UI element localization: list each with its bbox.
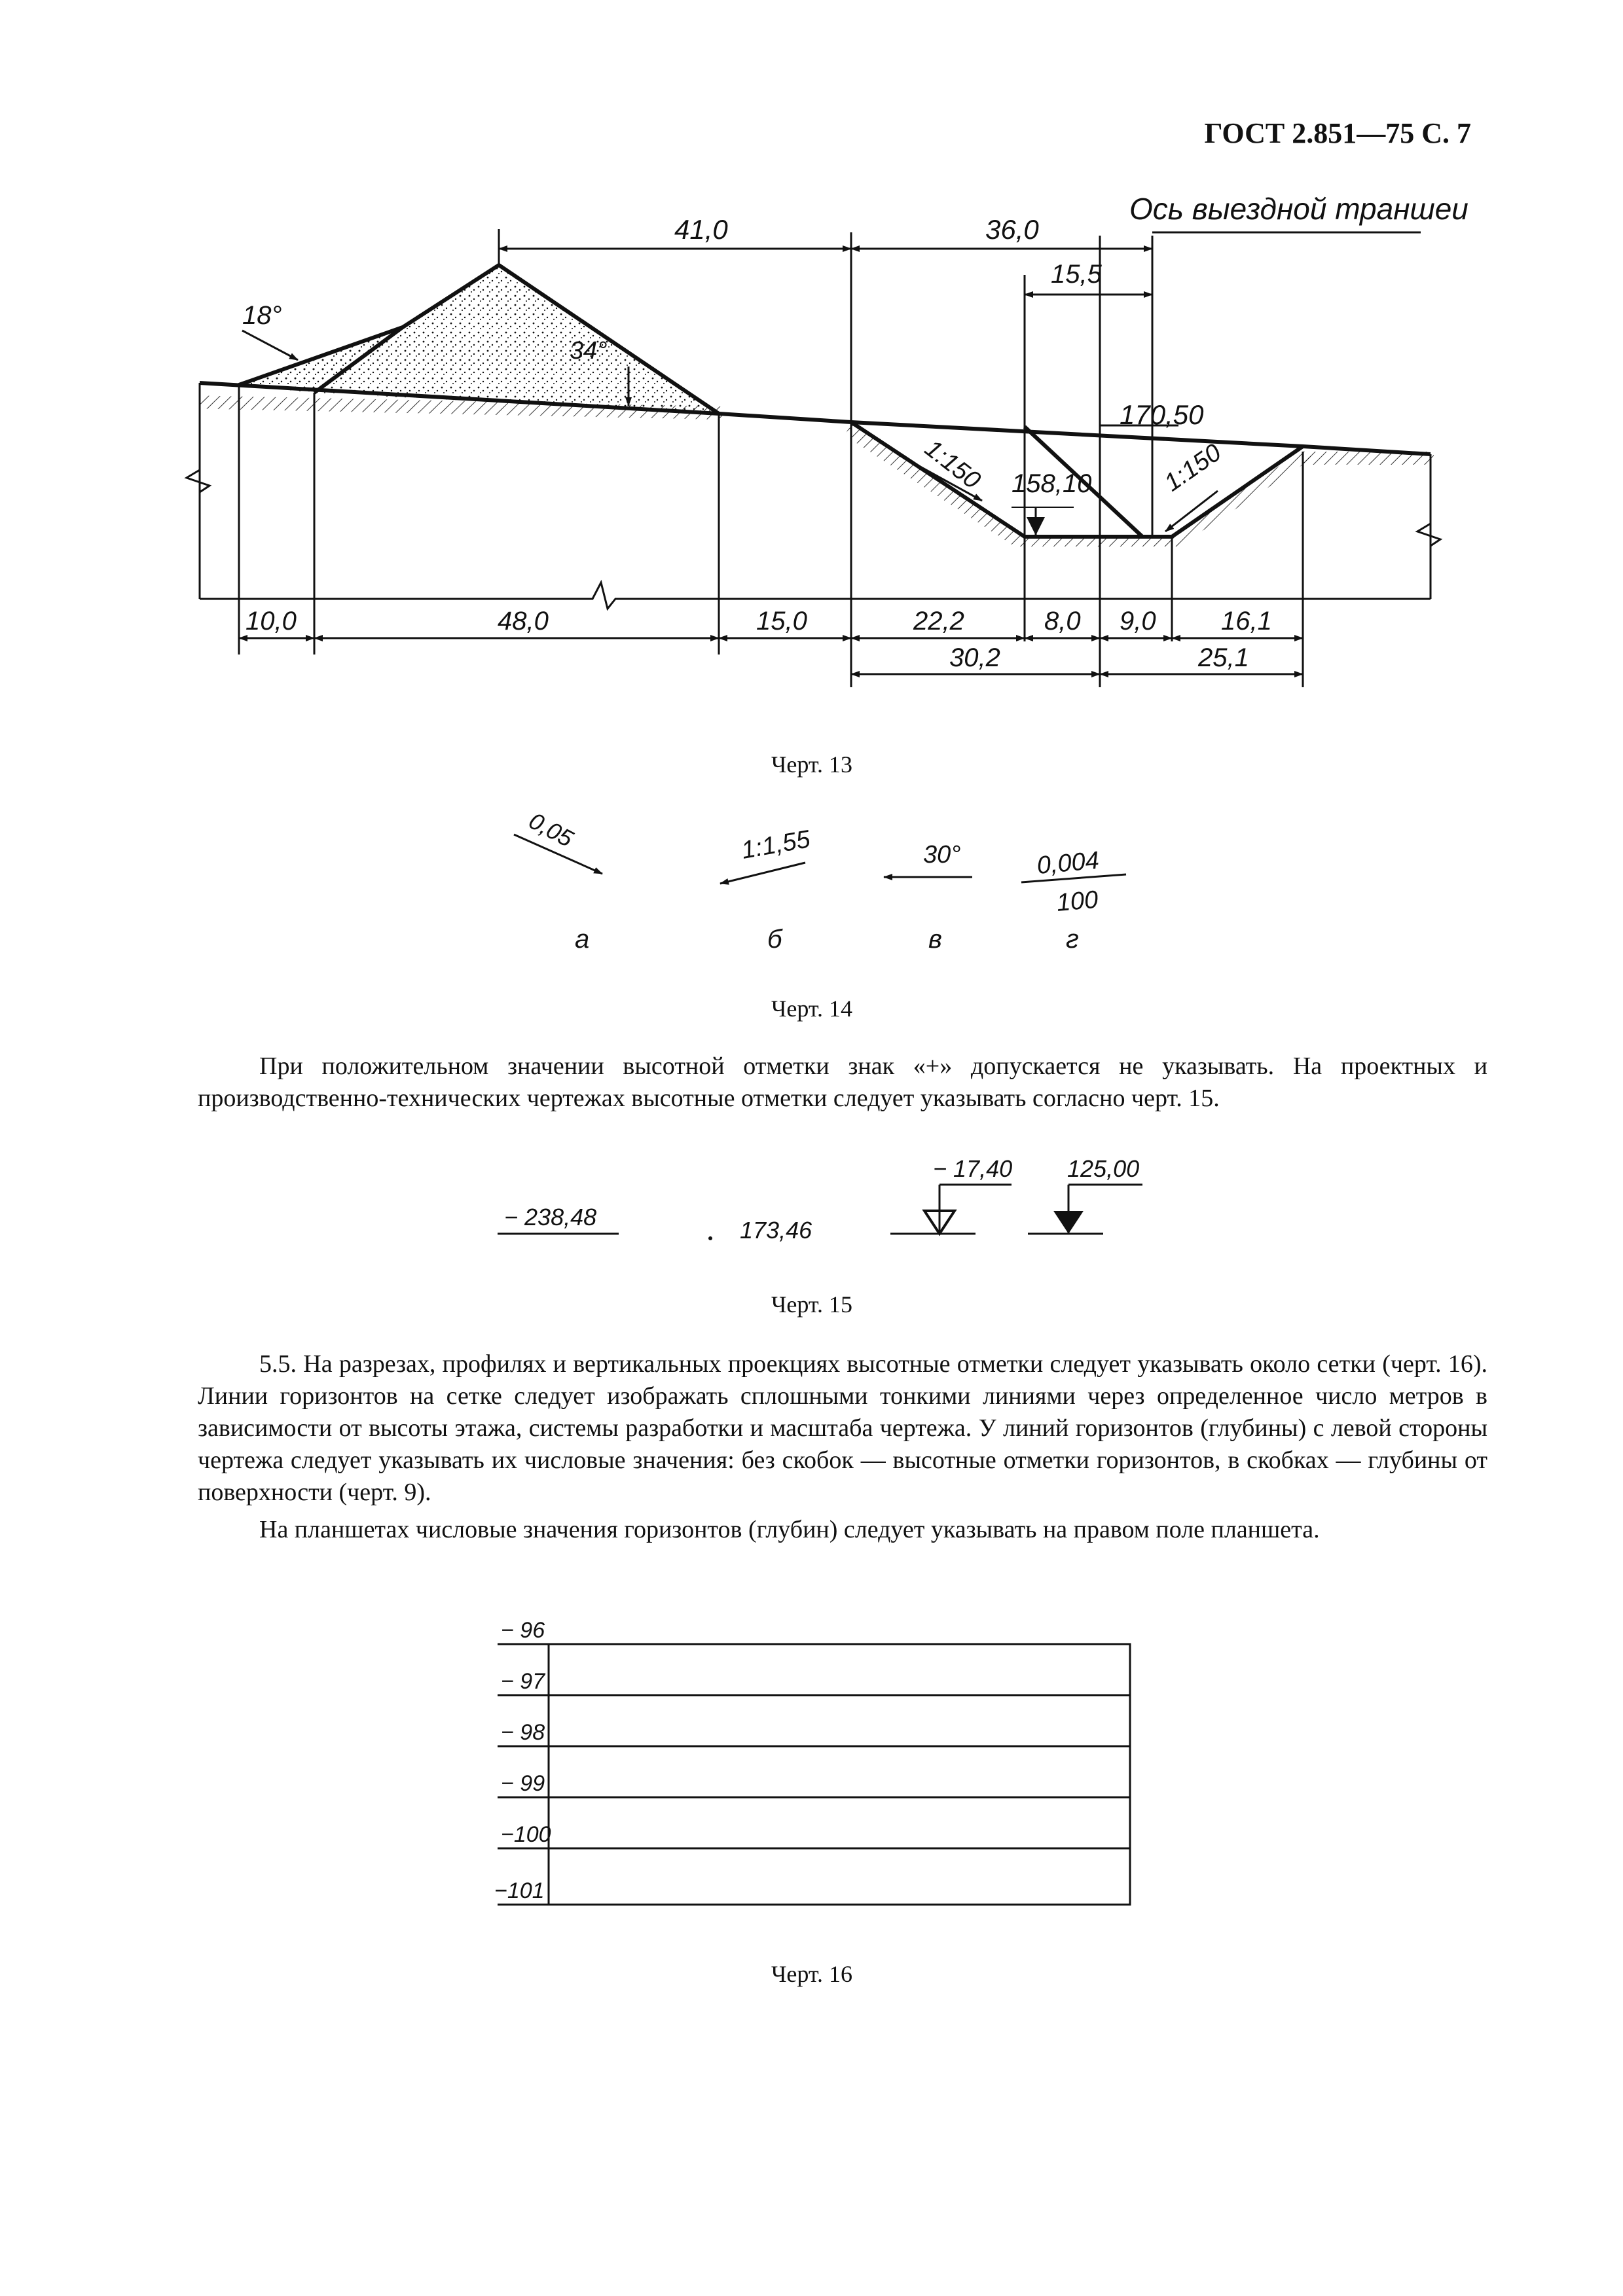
dim-10: 10,0 (246, 607, 297, 636)
fig14-value-v: 30° (923, 841, 961, 869)
fig14-value-a: 0,05 (524, 806, 578, 852)
level-minus-98: − 98 (501, 1720, 545, 1745)
fig14-letter-b: б (767, 925, 782, 954)
fig15-mark-3: − 17,40 (933, 1155, 1013, 1182)
dim-16-1: 16,1 (1221, 607, 1272, 636)
dim-48: 48,0 (498, 607, 549, 636)
fig15-mark-2: 173,46 (740, 1217, 812, 1244)
fig14-value-b: 1:1,55 (739, 825, 812, 865)
dim-22-2: 22,2 (913, 607, 964, 636)
level-minus-96: − 96 (501, 1618, 545, 1643)
dim-41: 41,0 (674, 214, 728, 245)
fig15-mark-4: 125,00 (1067, 1155, 1140, 1182)
fig14-letter-v: в (928, 925, 942, 954)
elevation-170-50: 170,50 (1120, 399, 1204, 430)
angle-34: 34° (570, 337, 608, 365)
figure-14-caption: Черт. 14 (771, 996, 852, 1022)
dim-15: 15,0 (756, 607, 807, 636)
level-minus-97: − 97 (501, 1669, 545, 1694)
dim-8: 8,0 (1044, 607, 1081, 636)
fig15-mark-1: − 238,48 (504, 1204, 597, 1230)
figure-13-caption: Черт. 13 (771, 751, 852, 778)
fig14-value-g2: 100 (1055, 886, 1099, 917)
slope-right: 1:150 (1159, 439, 1227, 497)
dim-36: 36,0 (985, 214, 1039, 245)
trench-axis-label: Ось выездной траншеи (1129, 192, 1468, 226)
dim-25-1: 25,1 (1198, 643, 1249, 672)
figure-16-caption: Черт. 16 (771, 1961, 852, 1987)
fig14-value-g: 0,004 (1036, 846, 1101, 880)
level-minus-101: −101 (494, 1878, 545, 1903)
dim-9: 9,0 (1120, 607, 1156, 636)
fig14-letter-a: а (575, 925, 590, 954)
figure-15-caption: Черт. 15 (771, 1291, 852, 1318)
paragraph-1: При положительном значении высотной отметки знак «+» допускается не указывать. На проектных и производственно-технических чертежах высотные отметки следует указывать согласно черт. 15. (198, 1052, 1487, 1112)
level-minus-99: − 99 (501, 1771, 545, 1796)
paragraph-3: На планшетах числовые значения горизонтов (глубин) следует указывать на правом поле планшета. (259, 1516, 1320, 1543)
dim-15-5: 15,5 (1051, 260, 1102, 289)
dim-30-2: 30,2 (949, 643, 1000, 672)
page-header: ГОСТ 2.851—75 С. 7 (1204, 117, 1471, 149)
paragraph-2: 5.5. На разрезах, профилях и вертикальных проекциях высотные отметки следует указывать около сетки (черт. 16). Линии горизонтов на сетке следует изображать сплошными тонкими линиями через определенное число метров в зависимости от высоты этажа, системы разработки и масштаба чертежа. У линий горизонтов (глубины) с левой стороны чертежа следует указывать их числовые значения: без скобок — высотные отметки горизонтов, в скобках — глубины от поверхности (черт. 9). На планшетах числовые значения горизонтов (глубин) следует указывать на правом поле планшета. (198, 1348, 1487, 1546)
fig14-letter-g: г (1066, 925, 1079, 954)
angle-18: 18° (242, 301, 282, 330)
level-minus-100: −100 (501, 1822, 551, 1847)
elevation-158-10: 158,10 (1012, 469, 1092, 498)
slope-left: 1:150 (919, 434, 986, 495)
